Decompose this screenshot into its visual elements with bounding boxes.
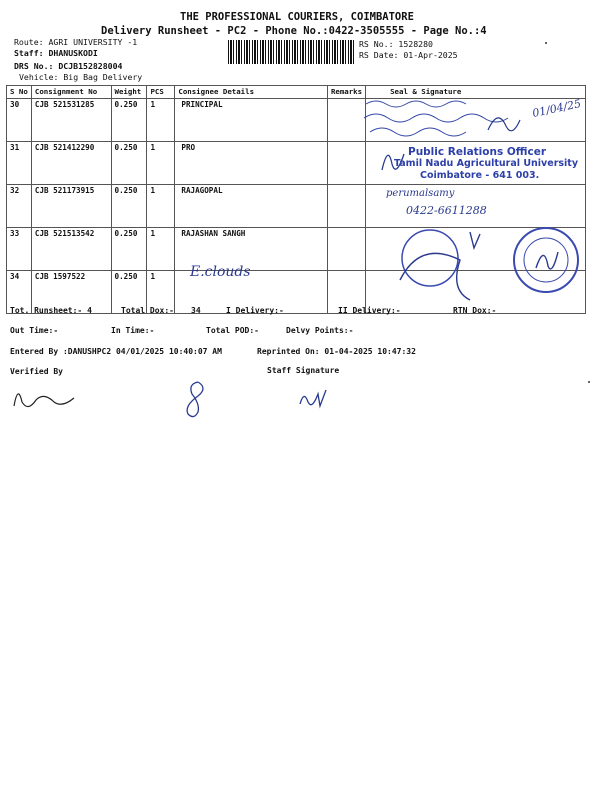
row-pcs: 1 <box>147 99 175 142</box>
row-weight: 0.250 <box>111 228 147 271</box>
col-pcs-header: PCS <box>147 86 175 99</box>
row-consignment: CJB 521412290 <box>31 142 111 185</box>
row30-handwritten-date: 01/04/25 <box>531 97 583 120</box>
row-weight: 0.250 <box>111 99 147 142</box>
col-consignee-header: Consignee Details <box>175 86 328 99</box>
rs-number: RS No.: 1528280 <box>359 39 433 49</box>
row-consignment: CJB 521531285 <box>31 99 111 142</box>
total-dox-label: Total Dox:- <box>121 306 174 315</box>
entered-by: Entered By :DANUSHPC2 04/01/2025 10:40:07 AM <box>10 347 222 356</box>
row-remarks <box>327 142 365 185</box>
row-sno: 31 <box>7 142 32 185</box>
pro-stamp-line3: Coimbatore - 641 003. <box>420 170 540 181</box>
row-pcs: 1 <box>147 271 175 314</box>
in-time: In Time:- <box>111 326 155 335</box>
verified-by-label: Verified By <box>10 367 63 376</box>
row34-handwritten-consignee: E.clouds <box>190 264 251 280</box>
row-weight: 0.250 <box>111 142 147 185</box>
row-pcs: 1 <box>147 142 175 185</box>
total-pod: Total POD:- <box>206 326 259 335</box>
row-consignee: RAJASHAN SANGH <box>175 228 328 271</box>
row-consignment: CJB 521173915 <box>31 185 111 228</box>
pro-stamp-line2: Tamil Nadu Agricultural University <box>394 158 579 169</box>
col-seal-header: Seal & Signature <box>366 86 586 99</box>
row-sno: 32 <box>7 185 32 228</box>
round-company-stamps <box>380 224 590 304</box>
scan-speck <box>588 381 590 383</box>
handwritten-number-signature <box>178 376 218 422</box>
row-sno: 33 <box>7 228 32 271</box>
col-consignment-header: Consignment No <box>31 86 111 99</box>
row-consignment: CJB 521513542 <box>31 228 111 271</box>
col-weight-header: Weight <box>111 86 147 99</box>
row-remarks <box>327 228 365 271</box>
row-consignment: CJB 1597522 <box>31 271 111 314</box>
row-consignee: PRO <box>175 142 328 185</box>
runsheet-title: Delivery Runsheet - PC2 - Phone No.:0422-3505555 - Page No.:4 <box>101 25 487 37</box>
rs-date: RS Date: 01-Apr-2025 <box>359 50 458 60</box>
barcode-image <box>228 40 354 64</box>
reprinted-on: Reprinted On: 01-04-2025 10:47:32 <box>257 347 416 356</box>
row-sno: 30 <box>7 99 32 142</box>
out-time: Out Time:- <box>10 326 59 335</box>
row-sno: 34 <box>7 271 32 314</box>
staff-label: Staff: DHANUSKODI <box>14 48 98 58</box>
row-pcs: 1 <box>147 228 175 271</box>
row-weight: 0.250 <box>111 271 147 314</box>
row-remarks <box>327 185 365 228</box>
rtn-dox: RTN Dox:- <box>453 306 497 315</box>
verified-by-signature <box>8 376 78 416</box>
col-sno-header: S No <box>7 86 32 99</box>
col-remarks-header: Remarks <box>327 86 365 99</box>
company-name: THE PROFESSIONAL COURIERS, COIMBATORE <box>180 11 414 23</box>
row-consignee: PRINCIPAL <box>175 99 328 142</box>
total-dox-value: 34 <box>191 306 201 315</box>
row-consignee: RAJAGOPAL <box>175 185 328 228</box>
ii-delivery: II Delivery:- <box>338 306 401 315</box>
pro-stamp-line1: Public Relations Officer <box>408 146 547 158</box>
row32-handwritten-phone: 0422-6611288 <box>406 204 487 217</box>
row32-handwritten-name: perumalsamy <box>386 188 455 199</box>
delvy-points: Delvy Points:- <box>286 326 354 335</box>
route-label: Route: AGRI UNIVERSITY -1 <box>14 37 138 47</box>
drs-number: DRS No.: DCJB152828004 <box>14 61 123 71</box>
i-delivery: I Delivery:- <box>226 306 284 315</box>
total-runsheet: Tot. Runsheet:- 4 <box>10 306 92 315</box>
row-pcs: 1 <box>147 185 175 228</box>
staff-signature-mark <box>294 384 334 414</box>
scan-speck <box>545 42 547 44</box>
vehicle-label: Vehicle: Big Bag Delivery <box>19 72 143 82</box>
row-weight: 0.250 <box>111 185 147 228</box>
table-row <box>7 185 586 228</box>
staff-signature-label: Staff Signature <box>267 366 340 375</box>
